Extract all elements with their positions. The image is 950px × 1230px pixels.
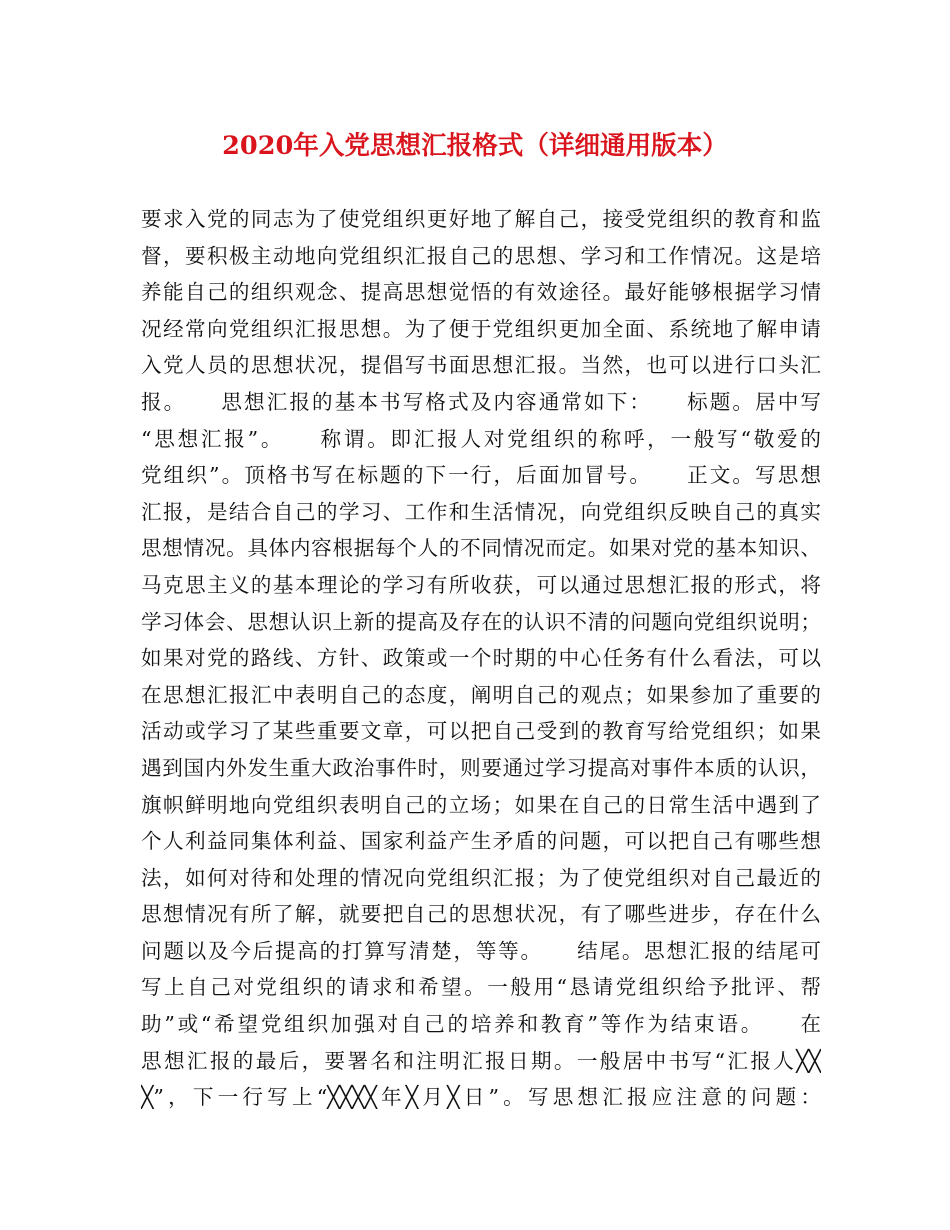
body-line: 活动或学习了某些重要文章，可以把自己受到的教育写给党组织；如果 bbox=[141, 719, 821, 744]
body-line: 旗帜鲜明地向党组织表明自己的立场；如果在自己的日常生活中遇到了 bbox=[141, 792, 821, 817]
document-title: 2020年入党思想汇报格式（详细通用版本） bbox=[222, 131, 728, 161]
body-line: 入党人员的思想状况，提倡写书面思想汇报。当然，也可以进行口头汇 bbox=[141, 353, 821, 378]
body-line: 况经常向党组织汇报思想。为了便于党组织更加全面、系统地了解申请 bbox=[141, 316, 821, 341]
body-line: 学习体会、思想认识上新的提高及存在的认识不清的问题向党组织说明； bbox=[141, 609, 821, 634]
body-line: 思想情况有所了解，就要把自己的思想状况，有了哪些进步，存在什么 bbox=[141, 902, 821, 927]
body-line: 个人利益同集体利益、国家利益产生矛盾的问题，可以把自己有哪些想 bbox=[141, 829, 821, 854]
body-line: 助”或“希望党组织加强对自己的培养和教育”等作为结束语。 在 bbox=[141, 1012, 821, 1037]
body-line: “思想汇报”。 称谓。即汇报人对党组织的称呼，一般写“敬爱的 bbox=[141, 426, 821, 451]
body-line: 汇报，是结合自己的学习、工作和生活情况，向党组织反映自己的真实 bbox=[141, 499, 821, 524]
body-line: 遇到国内外发生重大政治事件时，则要通过学习提高对事件本质的认识， bbox=[141, 755, 821, 780]
body-line: 要求入党的同志为了使党组织更好地了解自己，接受党组织的教育和监 bbox=[141, 207, 821, 231]
body-line: 党组织”。顶格书写在标题的下一行，后面加冒号。 正文。写思想 bbox=[141, 463, 821, 488]
body-line: 督，要积极主动地向党组织汇报自己的思想、学习和工作情况。这是培 bbox=[141, 243, 821, 268]
body-line: 思想情况。具体内容根据每个人的不同情况而定。如果对党的基本知识、 bbox=[141, 536, 821, 561]
body-line: 如果对党的路线、方针、政策或一个时期的中心任务有什么看法，可以 bbox=[141, 646, 821, 671]
body-line: 思想汇报的最后，要署名和注明汇报日期。一般居中书写“汇报人╳╳ bbox=[141, 1048, 821, 1073]
body-line: 问题以及今后提高的打算写清楚，等等。 结尾。思想汇报的结尾可 bbox=[141, 938, 821, 963]
document-body bbox=[141, 201, 821, 1116]
body-line: 在思想汇报汇中表明自己的态度，阐明自己的观点；如果参加了重要的 bbox=[141, 682, 821, 707]
body-line: 写上自己对党组织的请求和希望。一般用“恳请党组织给予批评、帮 bbox=[141, 975, 821, 1000]
body-line: 马克思主义的基本理论的学习有所收获，可以通过思想汇报的形式，将 bbox=[141, 572, 821, 597]
body-line: 养能自己的组织观念、提高思想觉悟的有效途径。最好能够根据学习情 bbox=[141, 280, 821, 305]
body-line: ╳”，下一行写上“╳╳╳╳年╳月╳日”。写思想汇报应注意的问题： bbox=[141, 1085, 821, 1110]
body-line: 法，如何对待和处理的情况向党组织汇报；为了使党组织对自己最近的 bbox=[141, 865, 821, 890]
body-line: 报。 思想汇报的基本书写格式及内容通常如下： 标题。居中写 bbox=[141, 389, 821, 414]
